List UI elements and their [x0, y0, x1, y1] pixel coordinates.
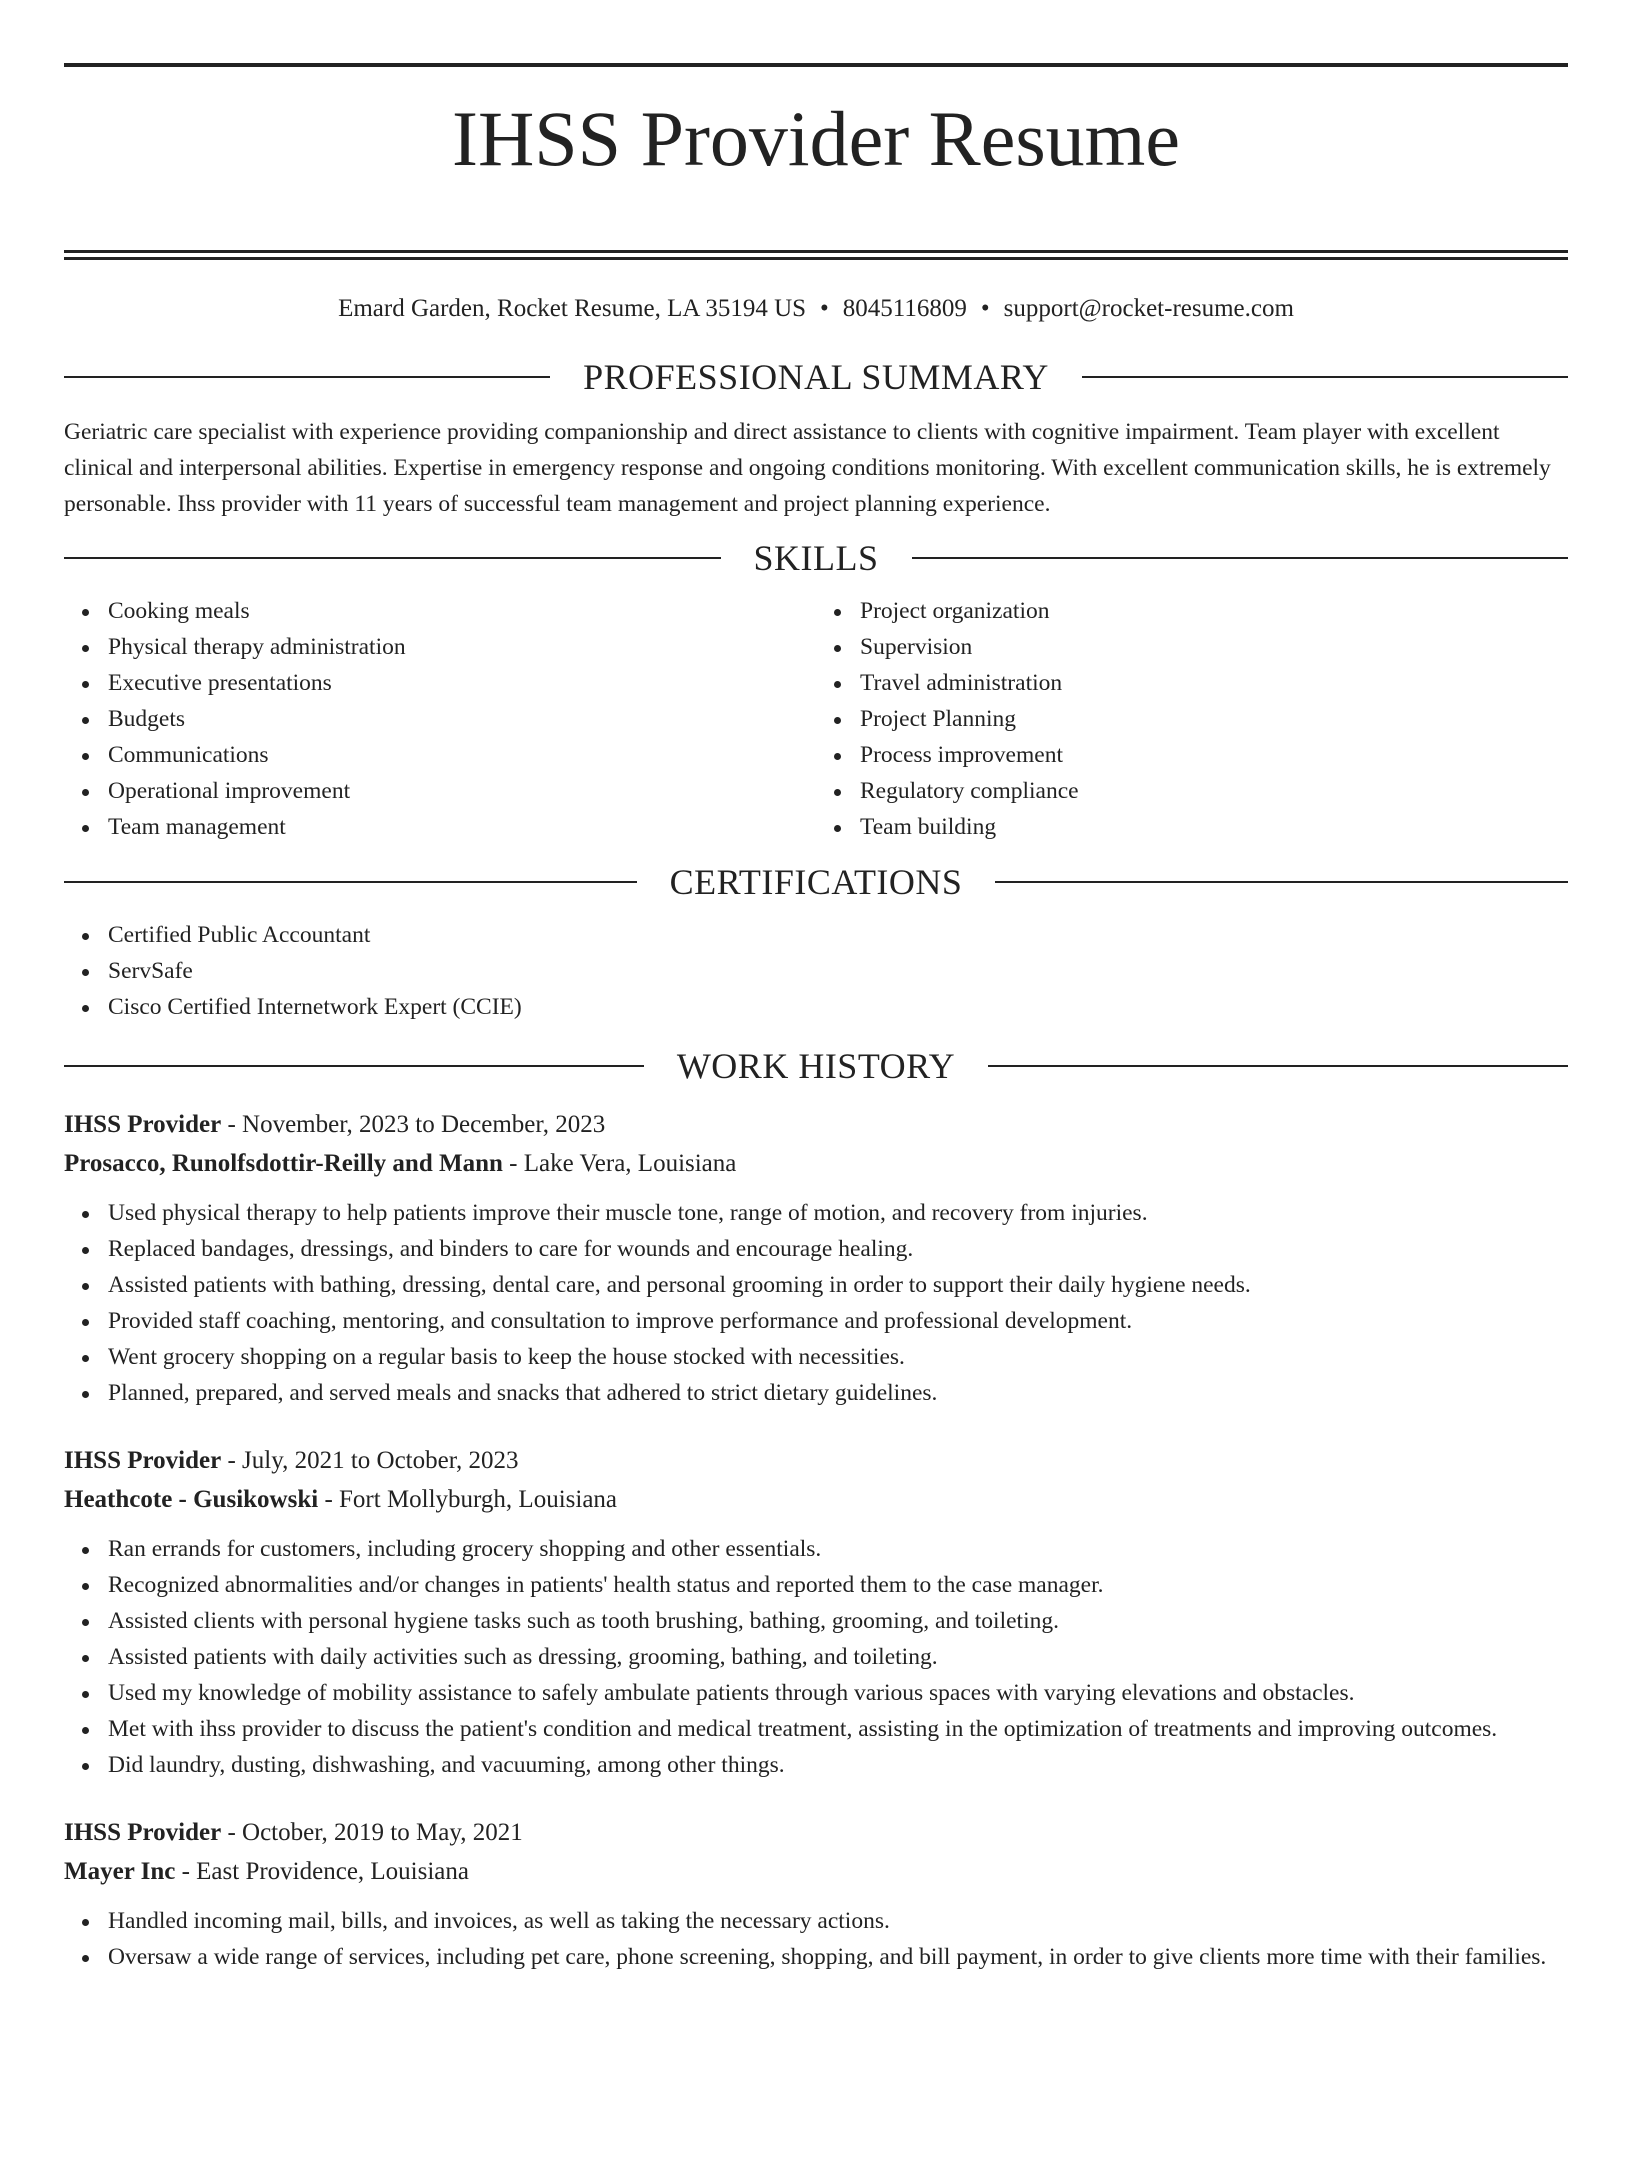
contact-address: Emard Garden, Rocket Resume, LA 35194 US: [338, 295, 807, 323]
job-bullet: Used my knowledge of mobility assistance to safely ambulate patients through various spaces with varying elevations and obstacles.: [108, 1675, 1568, 1711]
job-title-line: [64, 1813, 1568, 1852]
job-bullet: Recognized abnormalities and/or changes in patients' health status and reported them to the case manager.: [108, 1567, 1568, 1603]
heading-rule: [64, 1065, 644, 1067]
skill-item: Budgets: [108, 701, 816, 737]
contact-phone: 8045116809: [842, 295, 967, 323]
job-bullet: Provided staff coaching, mentoring, and consultation to improve performance and professional development.: [108, 1303, 1568, 1339]
resume-page: [0, 63, 1632, 2175]
job-title: IHSS Provider: [64, 1819, 222, 1847]
section-heading-work-history: [64, 1041, 1568, 1091]
job-entry: [64, 1441, 1568, 1783]
job-bullet: Did laundry, dusting, dishwashing, and vacuuming, among other things.: [108, 1747, 1568, 1783]
skill-item: Team management: [108, 809, 816, 845]
skills-right-list: [816, 593, 1568, 845]
job-bullet: Handled incoming mail, bills, and invoices, as well as taking the necessary actions.: [108, 1903, 1568, 1939]
contact-email: support@rocket-resume.com: [1003, 295, 1294, 323]
certification-item: Certified Public Accountant: [108, 917, 1568, 953]
job-title: IHSS Provider: [64, 1111, 222, 1139]
section-heading-skills: [64, 533, 1568, 583]
job-title-line: [64, 1441, 1568, 1480]
skills-left-list: [64, 593, 816, 845]
contact-line: [64, 293, 1568, 325]
job-bullet: Planned, prepared, and served meals and snacks that adhered to strict dietary guidelines.: [108, 1375, 1568, 1411]
job-dates: - October, 2019 to May, 2021: [227, 1819, 523, 1847]
job-location: - East Providence, Louisiana: [181, 1858, 469, 1886]
job-entry: [64, 1813, 1568, 1975]
job-bullet: Replaced bandages, dressings, and binders to care for wounds and encourage healing.: [108, 1231, 1568, 1267]
job-bullet: Used physical therapy to help patients improve their muscle tone, range of motion, and recovery from injuries.: [108, 1195, 1568, 1231]
job-bullets: [64, 1531, 1568, 1783]
section-title-certifications: CERTIFICATIONS: [669, 862, 963, 903]
section-title-skills: SKILLS: [753, 538, 879, 579]
skills-columns: [64, 593, 1568, 845]
section-heading-summary: [64, 352, 1568, 402]
skill-item: Operational improvement: [108, 773, 816, 809]
job-bullet: Went grocery shopping on a regular basis to keep the house stocked with necessities.: [108, 1339, 1568, 1375]
heading-rule: [64, 376, 550, 378]
job-company: Heathcote - Gusikowski: [64, 1486, 319, 1514]
contact-separator: •: [820, 295, 829, 323]
certifications-list: [64, 917, 1568, 1025]
skill-item: Regulatory compliance: [860, 773, 1568, 809]
skill-item: Executive presentations: [108, 665, 816, 701]
job-bullet: Assisted patients with bathing, dressing, dental care, and personal grooming in order to support their daily hygiene needs.: [108, 1267, 1568, 1303]
skill-item: Supervision: [860, 629, 1568, 665]
heading-rule: [912, 557, 1569, 559]
job-bullet: Met with ihss provider to discuss the patient's condition and medical treatment, assisting in the optimization of treatments and improving outcomes.: [108, 1711, 1568, 1747]
job-bullet: Assisted clients with personal hygiene tasks such as tooth brushing, bathing, grooming, and toileting.: [108, 1603, 1568, 1639]
skill-item: Communications: [108, 737, 816, 773]
skill-item: Physical therapy administration: [108, 629, 816, 665]
job-company-line: [64, 1144, 1568, 1183]
job-bullets: [64, 1903, 1568, 1975]
section-title-work-history: WORK HISTORY: [676, 1046, 956, 1087]
job-dates: - November, 2023 to December, 2023: [227, 1111, 606, 1139]
job-dates: - July, 2021 to October, 2023: [227, 1447, 519, 1475]
summary-text: Geriatric care specialist with experience providing companionship and direct assistance to clients with cognitive impairment. Team player with excellent clinical and interpersonal abilities. Expertise in emergency response and ongoing conditions monitoring. With excellent communication skills, he is extremely personable. Ihss provider with 11 years of successful team management and project planning experience.: [64, 419, 1551, 518]
skill-item: Process improvement: [860, 737, 1568, 773]
job-location: - Lake Vera, Louisiana: [509, 1150, 737, 1178]
top-rule: [64, 63, 1568, 67]
heading-rule: [988, 1065, 1568, 1067]
skill-item: Team building: [860, 809, 1568, 845]
job-company-line: [64, 1480, 1568, 1519]
skill-item: Project Planning: [860, 701, 1568, 737]
job-title: IHSS Provider: [64, 1447, 222, 1475]
skill-item: Travel administration: [860, 665, 1568, 701]
heading-rule: [1082, 376, 1568, 378]
job-bullet: Oversaw a wide range of services, including pet care, phone screening, shopping, and bill payment, in order to give clients more time with their families.: [108, 1939, 1568, 1975]
job-bullet: Ran errands for customers, including grocery shopping and other essentials.: [108, 1531, 1568, 1567]
resume-title: IHSS Provider Resume: [452, 95, 1180, 182]
skill-item: Project organization: [860, 593, 1568, 629]
job-company: Mayer Inc: [64, 1858, 176, 1886]
heading-rule: [64, 881, 637, 883]
job-bullet: Assisted patients with daily activities such as dressing, grooming, bathing, and toileting.: [108, 1639, 1568, 1675]
job-bullets: [64, 1195, 1568, 1411]
certification-item: ServSafe: [108, 953, 1568, 989]
job-company-line: [64, 1852, 1568, 1891]
certification-item: Cisco Certified Internetwork Expert (CCIE): [108, 989, 1568, 1025]
section-title-summary: PROFESSIONAL SUMMARY: [583, 357, 1049, 398]
skill-item: Cooking meals: [108, 593, 816, 629]
heading-rule: [995, 881, 1568, 883]
section-heading-certifications: [64, 857, 1568, 907]
job-entry: [64, 1105, 1568, 1411]
job-location: - Fort Mollyburgh, Louisiana: [324, 1486, 618, 1514]
job-title-line: [64, 1105, 1568, 1144]
heading-rule: [64, 557, 721, 559]
job-company: Prosacco, Runolfsdottir-Reilly and Mann: [64, 1150, 503, 1178]
contact-separator: •: [980, 295, 990, 323]
title-double-rule: [64, 250, 1568, 260]
